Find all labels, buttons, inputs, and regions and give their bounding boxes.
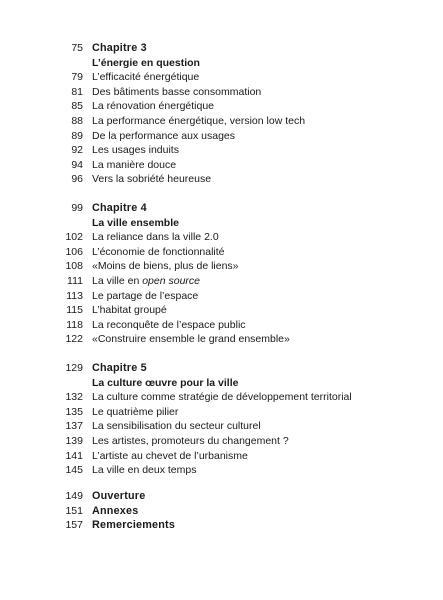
toc-entry[interactable] <box>0 172 443 187</box>
chapter-5-section <box>0 361 443 478</box>
page-number: 111 <box>67 274 83 287</box>
chapter-title: Chapitre 5 <box>92 362 147 374</box>
toc-entry[interactable] <box>0 143 443 158</box>
toc-entry[interactable] <box>0 70 443 85</box>
entry-title: L’artiste au chevet de l’urbanisme <box>92 449 248 462</box>
page-number: 89 <box>71 129 83 142</box>
page-number: 118 <box>66 318 83 331</box>
toc-entry[interactable] <box>0 434 443 449</box>
toc-entry[interactable] <box>0 259 443 274</box>
toc-entry-remerciements[interactable] <box>0 518 443 533</box>
page-number: 141 <box>65 449 83 462</box>
entry-title: Le partage de l’espace <box>92 289 199 302</box>
page-number: 94 <box>71 158 83 171</box>
toc-entry[interactable] <box>0 274 443 289</box>
entry-title-italic: open source <box>142 274 200 287</box>
page-number: 139 <box>65 434 83 447</box>
entry-title: La sensibilisation du secteur culturel <box>92 420 261 433</box>
chapter-4-section <box>0 201 443 347</box>
toc-entry-ouverture[interactable] <box>0 489 443 504</box>
page-number: 145 <box>65 464 83 477</box>
chapter-subtitle-row <box>0 216 443 231</box>
chapter-heading[interactable] <box>0 361 443 376</box>
page-number: 99 <box>71 202 83 214</box>
toc-entry[interactable] <box>0 449 443 464</box>
page-number: 88 <box>71 114 83 127</box>
entry-title: Annexes <box>92 504 139 517</box>
entry-title: Les artistes, promoteurs du changement ? <box>92 434 289 447</box>
page-number: 157 <box>65 519 83 532</box>
entry-title: Le quatrième pilier <box>92 405 179 418</box>
entry-title: Ouverture <box>92 490 146 502</box>
page-number: 106 <box>65 245 83 258</box>
page-number: 79 <box>71 71 83 84</box>
toc-entry[interactable] <box>0 405 443 420</box>
toc-entry[interactable] <box>0 85 443 100</box>
entry-title: «Moins de biens, plus de liens» <box>92 260 239 273</box>
page-number: 151 <box>65 504 83 517</box>
entry-title: Les usages induits <box>92 144 179 157</box>
page-number: 122 <box>65 333 83 346</box>
toc-entry[interactable] <box>0 114 443 129</box>
page-number: 81 <box>71 85 83 98</box>
entry-title: Des bâtiments basse consommation <box>92 85 262 98</box>
page-number: 137 <box>65 420 83 433</box>
page-number: 85 <box>71 100 83 113</box>
toc-entry[interactable] <box>0 245 443 260</box>
entry-title: La manière douce <box>92 158 177 171</box>
page-number: 129 <box>65 362 83 374</box>
chapter-heading[interactable] <box>0 201 443 216</box>
chapter-title: Chapitre 4 <box>92 202 147 214</box>
toc-entry[interactable] <box>0 129 443 144</box>
entry-title: La performance énergétique, version low tech <box>92 114 306 127</box>
toc-entry[interactable] <box>0 303 443 318</box>
chapter-subtitle-row <box>0 376 443 391</box>
chapter-subtitle: La ville ensemble <box>92 216 179 229</box>
entry-title: Vers la sobriété heureuse <box>92 173 212 186</box>
page-number: 108 <box>65 260 83 273</box>
entry-title: «Construire ensemble le grand ensemble» <box>92 333 290 346</box>
entry-title <box>92 274 443 289</box>
toc-entry[interactable] <box>0 289 443 304</box>
page-number: 96 <box>71 173 83 186</box>
entry-title: La reliance dans la ville 2.0 <box>92 231 219 244</box>
entry-title: Remerciements <box>92 519 176 532</box>
entry-title: La rénovation énergétique <box>92 100 215 113</box>
entry-title: L’habitat groupé <box>92 304 167 317</box>
chapter-3-section <box>0 41 443 187</box>
toc-entry[interactable] <box>0 390 443 405</box>
toc-entry[interactable] <box>0 230 443 245</box>
entry-title: La reconquête de l’espace public <box>92 318 246 331</box>
page-number: 149 <box>65 490 83 502</box>
toc-entry[interactable] <box>0 332 443 347</box>
toc-entry[interactable] <box>0 99 443 114</box>
toc-entry[interactable] <box>0 419 443 434</box>
chapter-subtitle: La culture œuvre pour la ville <box>92 376 239 389</box>
end-matter-section <box>0 489 443 533</box>
page-number: 115 <box>66 304 83 317</box>
toc-entry[interactable] <box>0 318 443 333</box>
chapter-title: Chapitre 3 <box>92 42 147 54</box>
entry-title: La ville en deux temps <box>92 464 197 477</box>
entry-title: L’économie de fonctionnalité <box>92 245 225 258</box>
toc-entry[interactable] <box>0 158 443 173</box>
page-number: 102 <box>65 231 83 244</box>
page-number: 92 <box>71 144 83 157</box>
toc-entry[interactable] <box>0 463 443 478</box>
toc-entry-annexes[interactable] <box>0 504 443 519</box>
entry-title-roman: La ville en <box>92 274 143 287</box>
page-number: 75 <box>71 42 83 54</box>
page-number: 132 <box>65 391 83 404</box>
chapter-subtitle-row <box>0 56 443 71</box>
entry-title: De la performance aux usages <box>92 129 235 142</box>
page-number: 135 <box>65 405 83 418</box>
chapter-heading[interactable] <box>0 41 443 56</box>
entry-title: La culture comme stratégie de développement territorial <box>92 391 352 404</box>
page-number: 113 <box>66 289 83 302</box>
chapter-subtitle: L’énergie en question <box>92 56 200 69</box>
entry-title: L’efficacité énergétique <box>92 71 200 84</box>
